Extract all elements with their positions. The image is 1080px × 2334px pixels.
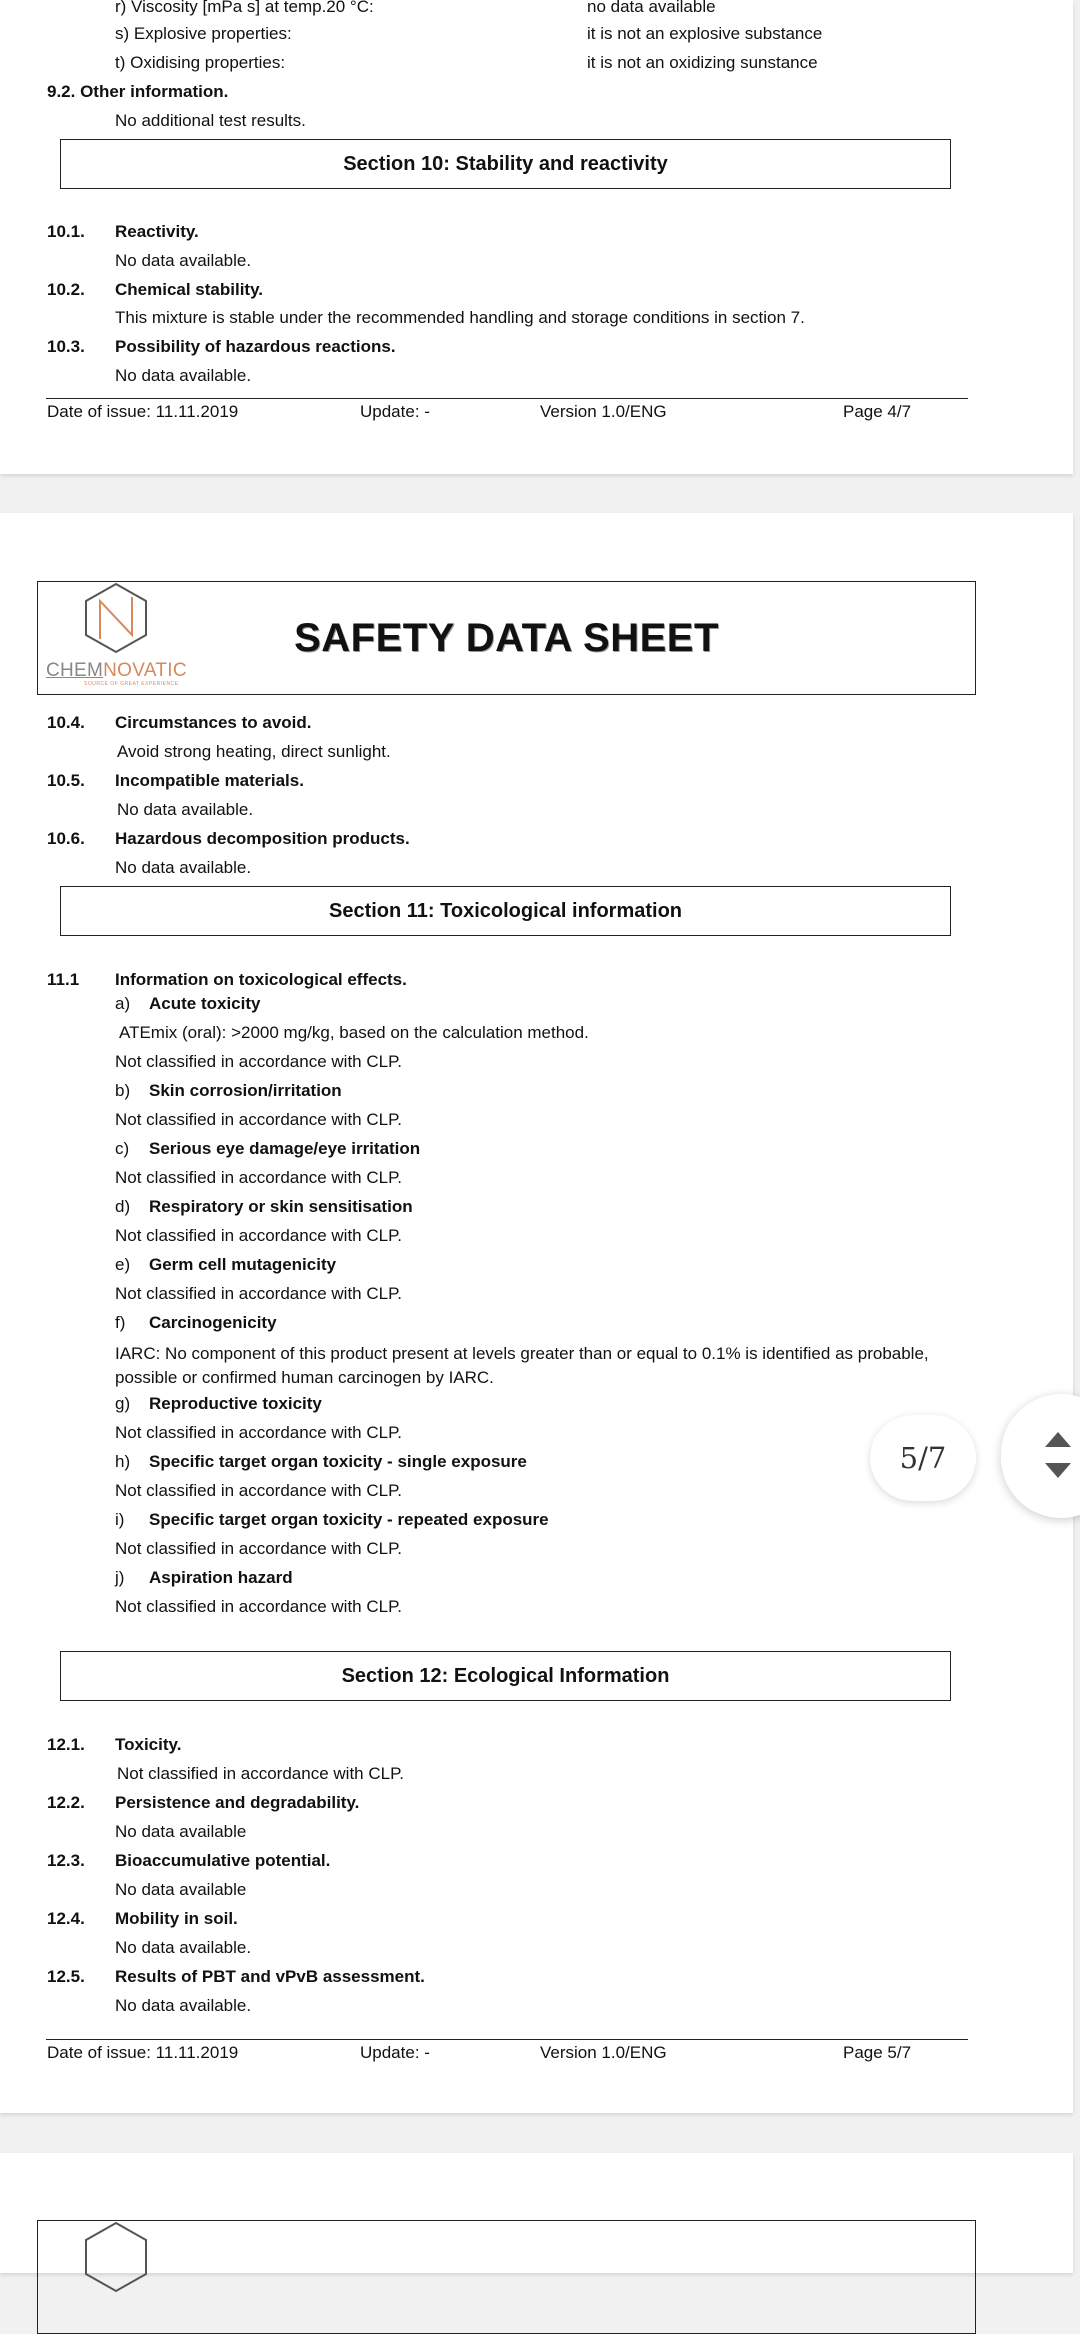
footer-update: Update: - — [360, 2043, 430, 2062]
effect-letter: d) — [115, 1197, 131, 1216]
item-text: No data available. — [115, 251, 252, 270]
item-heading: Circumstances to avoid. — [115, 713, 312, 732]
item-text: No data available. — [115, 366, 252, 385]
footer-date: Date of issue: 11.11.2019 — [47, 402, 239, 421]
item-heading: Possibility of hazardous reactions. — [115, 337, 396, 356]
prop-label: t) Oxidising properties: — [115, 53, 286, 72]
prop-label: s) Explosive properties: — [115, 24, 292, 43]
document-page-6 — [0, 2153, 1073, 2273]
item-number: 10.3. — [47, 337, 85, 356]
footer-page: Page 4/7 — [843, 402, 912, 421]
prop-value: it is not an oxidizing sunstance — [587, 53, 818, 72]
effect-letter: f) — [115, 1313, 126, 1332]
item-text: No data available. — [117, 800, 254, 819]
document-page-4 — [0, 0, 1073, 474]
footer-version: Version 1.0/ENG — [540, 402, 667, 421]
effect-text: Not classified in accordance with CLP. — [115, 1168, 402, 1187]
prop-value: it is not an explosive substance — [587, 24, 823, 43]
item-number: 10.6. — [47, 829, 85, 848]
item-heading: Reactivity. — [115, 222, 199, 241]
effect-text: Not classified in accordance with CLP. — [115, 1423, 402, 1442]
effect-letter: h) — [115, 1452, 131, 1471]
effect-name: Skin corrosion/irritation — [149, 1081, 342, 1100]
effect-letter: c) — [115, 1139, 130, 1158]
subsection-heading: 9.2. Other information. — [47, 82, 229, 101]
item-text: No data available. — [115, 858, 252, 877]
item-number: 10.5. — [47, 771, 85, 790]
effect-name: Respiratory or skin sensitisation — [149, 1197, 413, 1216]
effect-text: Not classified in accordance with CLP. — [115, 1597, 402, 1616]
item-heading: Incompatible materials. — [115, 771, 304, 790]
document-header — [37, 581, 976, 695]
effect-text: Not classified in accordance with CLP. — [115, 1539, 402, 1558]
up-down-arrows-icon — [1043, 1430, 1073, 1482]
item-number: 12.1. — [47, 1735, 85, 1754]
logo-chem-text: CHEM — [46, 660, 104, 681]
item-text: No data available. — [115, 1996, 252, 2015]
item-number: 10.1. — [47, 222, 85, 241]
item-text: No data available — [115, 1880, 247, 1899]
item-heading: Information on toxicological effects. — [115, 970, 407, 989]
effect-letter: b) — [115, 1081, 131, 1100]
item-text: No data available — [115, 1822, 247, 1841]
footer-version: Version 1.0/ENG — [540, 2043, 667, 2062]
effect-name: Reproductive toxicity — [149, 1394, 322, 1413]
section-10-title: Section 10: Stability and reactivity — [60, 139, 951, 189]
effect-text: IARC: No component of this product present at levels greater than or equal to 0.1% is identified as probable, possible or confirmed human carcinogen by IARC. — [115, 1344, 929, 1387]
effect-letter: a) — [115, 994, 131, 1013]
effect-text: Not classified in accordance with CLP. — [115, 1052, 402, 1071]
document-title: SAFETY DATA SHEET — [294, 616, 719, 660]
item-heading: Mobility in soil. — [115, 1909, 238, 1928]
effect-name: Aspiration hazard — [149, 1568, 293, 1587]
item-heading: Results of PBT and vPvB assessment. — [115, 1967, 425, 1986]
item-number: 10.2. — [47, 280, 85, 299]
item-number: 10.4. — [47, 713, 85, 732]
chemnovatic-logo — [46, 660, 187, 682]
section-11-title: Section 11: Toxicological information — [60, 886, 951, 936]
effect-name: Acute toxicity — [149, 994, 261, 1013]
item-heading: Toxicity. — [115, 1735, 182, 1754]
effect-text: Not classified in accordance with CLP. — [115, 1284, 402, 1303]
effect-letter: e) — [115, 1255, 131, 1274]
item-text: Not classified in accordance with CLP. — [117, 1764, 404, 1783]
item-text: No data available. — [115, 1938, 252, 1957]
item-number: 12.2. — [47, 1793, 85, 1812]
item-number: 12.4. — [47, 1909, 85, 1928]
footer-divider — [46, 2039, 968, 2040]
item-number: 12.5. — [47, 1967, 85, 1986]
footer-update: Update: - — [360, 402, 430, 421]
item-text: This mixture is stable under the recommended handling and storage conditions in section 7. — [115, 308, 805, 327]
footer-date: Date of issue: 11.11.2019 — [47, 2043, 239, 2062]
item-heading: Persistence and degradability. — [115, 1793, 360, 1812]
document-header — [37, 2220, 976, 2334]
logo-novatic-text: NOVATIC — [103, 660, 187, 681]
effect-text: Not classified in accordance with CLP. — [115, 1481, 402, 1500]
effect-text: ATEmix (oral): >2000 mg/kg, based on the calculation method. — [119, 1023, 589, 1042]
effect-name: Carcinogenicity — [149, 1313, 277, 1332]
prop-value: no data available — [587, 0, 716, 16]
prop-label: r) Viscosity [mPa s] at temp.20 °C: — [115, 0, 374, 16]
chemnovatic-logo-icon — [82, 2221, 150, 2293]
effect-name: Serious eye damage/eye irritation — [149, 1139, 421, 1158]
item-heading: Chemical stability. — [115, 280, 264, 299]
section-12-title: Section 12: Ecological Information — [60, 1651, 951, 1701]
item-heading: Hazardous decomposition products. — [115, 829, 410, 848]
effect-text: Not classified in accordance with CLP. — [115, 1110, 402, 1129]
footer-page: Page 5/7 — [843, 2043, 912, 2062]
item-text: Avoid strong heating, direct sunlight. — [117, 742, 391, 761]
item-number: 12.3. — [47, 1851, 85, 1870]
effect-letter: i) — [115, 1510, 125, 1529]
footer-divider — [46, 398, 968, 399]
effect-name: Specific target organ toxicity - single exposure — [149, 1452, 527, 1471]
subsection-text: No additional test results. — [115, 111, 306, 130]
page-indicator: 5/7 — [870, 1415, 976, 1501]
document-page-5 — [0, 513, 1073, 2113]
logo-tagline: SOURCE OF GREAT EXPERIENCE — [84, 681, 179, 687]
effect-letter: j) — [115, 1568, 125, 1587]
effect-name: Germ cell mutagenicity — [149, 1255, 337, 1274]
item-number: 11.1 — [47, 970, 80, 989]
effect-name: Specific target organ toxicity - repeated exposure — [149, 1510, 549, 1529]
effect-letter: g) — [115, 1394, 131, 1413]
effect-text: Not classified in accordance with CLP. — [115, 1226, 402, 1245]
item-heading: Bioaccumulative potential. — [115, 1851, 331, 1870]
